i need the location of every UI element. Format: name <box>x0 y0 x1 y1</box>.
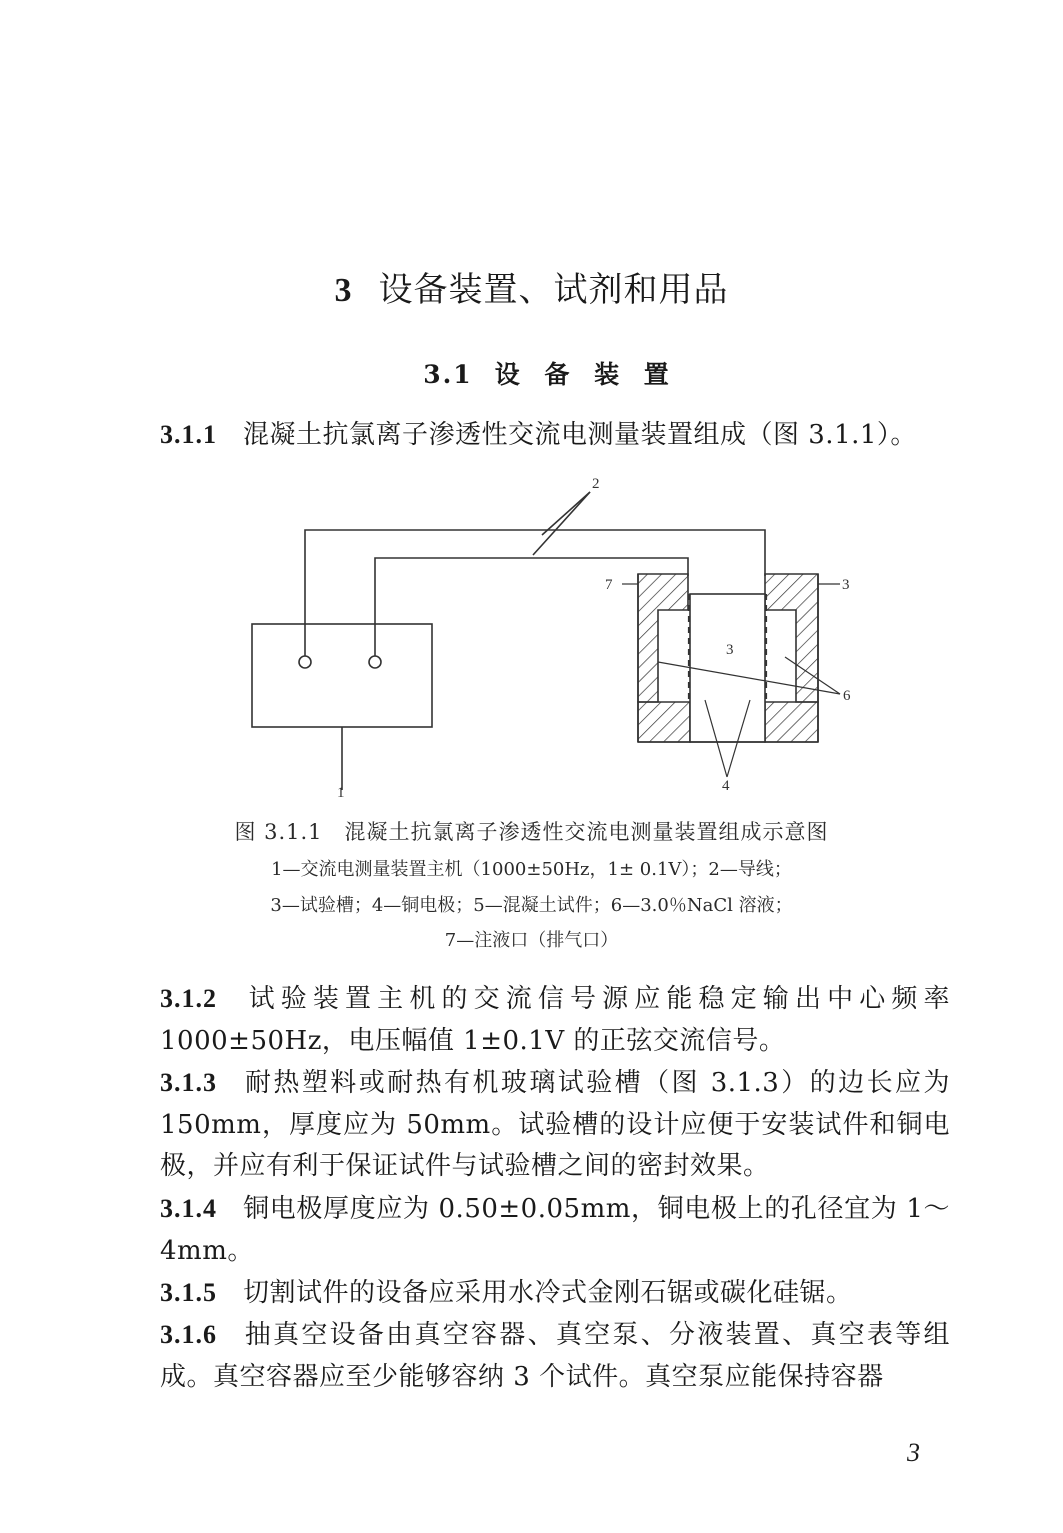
concrete-specimen <box>690 594 765 742</box>
apparatus-figure <box>240 472 860 802</box>
section-number: 3.1 <box>423 360 473 389</box>
label-3-center: 3 <box>726 642 734 658</box>
clause-text: 混凝土抗氯离子渗透性交流电测量装置组成（图 3.1.1）。 <box>243 420 917 450</box>
cell-wall-left <box>638 574 688 702</box>
clause-text: 抽真空设备由真空容器、真空泵、分液装置、真空表等组成。真空容器应至少能够容纳 3 个试件。真空泵应能保持容器 <box>160 1320 950 1392</box>
clause-3-1-4 <box>160 1188 950 1272</box>
clause-text: 切割试件的设备应采用水冷式金刚石锯或碳化硅锯。 <box>243 1278 853 1308</box>
label-2: 2 <box>592 476 600 492</box>
section-title-text: 设 备 装 置 <box>494 360 677 389</box>
label-6: 6 <box>843 688 851 704</box>
clause-text: 铜电极厚度应为 0.50±0.05mm，铜电极上的孔径宜为 1～4mm。 <box>160 1194 950 1266</box>
label-4: 4 <box>722 778 730 794</box>
figure-caption-title: 图 3.1.1 混凝土抗氯离子渗透性交流电测量装置组成示意图 <box>234 820 829 844</box>
clause-number: 3.1.4 <box>160 1194 217 1223</box>
clause-text: 试验装置主机的交流信号源应能稳定输出中心频率 1000±50Hz，电压幅值 1±0.1V 的正弦交流信号。 <box>160 984 950 1056</box>
chapter-number: 3 <box>334 272 353 309</box>
clause-number: 3.1.6 <box>160 1320 217 1349</box>
figure-legend-line-2: 3—试验槽；4—铜电极；5—混凝土试件；6—3.0％NaCl 溶液； <box>270 895 793 916</box>
clause-3-1-6 <box>160 1314 950 1398</box>
clause-3-1-3 <box>160 1062 950 1188</box>
clause-number: 3.1.3 <box>160 1068 217 1097</box>
chapter-title-text: 设备装置、试剂和用品 <box>378 270 729 310</box>
clause-text: 耐热塑料或耐热有机玻璃试验槽（图 3.1.3）的边长应为 150mm，厚度应为 50mm。试验槽的设计应便于安装试件和铜电极，并应有利于保证试件与试验槽之间的密封效果。 <box>160 1068 950 1181</box>
chapter-title <box>0 262 1063 311</box>
clause-number: 3.1.5 <box>160 1278 217 1307</box>
label-1: 1 <box>337 785 345 801</box>
clause-3-1-1 <box>160 414 950 457</box>
section-title <box>0 355 1063 391</box>
figure-legend-line-1: 1—交流电测量装置主机（1000±50Hz，1± 0.1V）；2—导线； <box>271 859 792 880</box>
clause-number: 3.1.2 <box>160 984 217 1013</box>
clause-number: 3.1.1 <box>160 420 217 449</box>
main-unit-box <box>252 624 432 727</box>
clause-3-1-5 <box>160 1272 950 1315</box>
page-number: 3 <box>907 1438 920 1467</box>
figure-legend-line-3: 7—注液口（排气口） <box>444 930 619 951</box>
clause-3-1-2 <box>160 978 950 1062</box>
label-7: 7 <box>605 577 613 593</box>
label-3-right: 3 <box>842 577 850 593</box>
